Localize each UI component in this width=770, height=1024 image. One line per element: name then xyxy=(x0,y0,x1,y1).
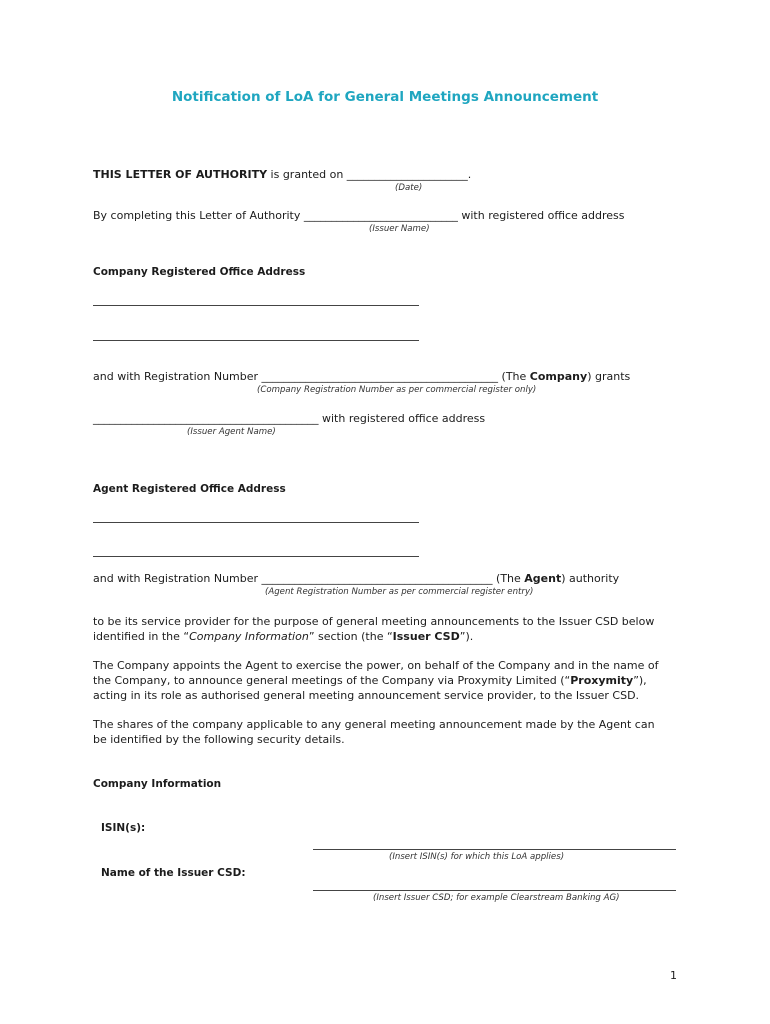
issuer-name-line: By completing this Letter of Authority ____________________________ with registered office address xyxy=(93,209,625,222)
company-registration-post: ) grants xyxy=(587,370,631,383)
appointment-paragraph xyxy=(93,658,678,703)
para1-line2-pre: identified in the “ xyxy=(93,630,190,643)
agent-address-line-1 xyxy=(93,522,419,523)
company-office-heading: Company Registered Office Address xyxy=(93,266,306,278)
para2-line1: The Company appoints the Agent to exercise the power, on behalf of the Company and in the name of xyxy=(93,659,659,672)
isin-field-line xyxy=(313,849,676,850)
date-caption: (Date) xyxy=(395,183,423,193)
para1-line2-mid: ” section (the “ xyxy=(308,630,393,643)
company-registration-line xyxy=(93,370,630,384)
service-provider-paragraph xyxy=(93,614,678,644)
authority-date-line xyxy=(93,168,471,182)
agent-office-heading: Agent Registered Office Address xyxy=(93,483,286,495)
para2-line3: acting in its role as authorised general meeting announcement service provider, to the Issuer CSD. xyxy=(93,689,640,702)
issuer-csd-field-line xyxy=(313,890,676,891)
para1-line2-post: ”). xyxy=(459,630,474,643)
issuer-agent-caption: (Issuer Agent Name) xyxy=(187,427,276,437)
company-information-ref: Company Information xyxy=(189,630,309,643)
proxymity-term: Proxymity xyxy=(570,674,634,687)
company-label: Company xyxy=(529,370,588,383)
issuer-csd-caption: (Insert Issuer CSD; for example Clearstream Banking AG) xyxy=(373,893,620,903)
company-registration-pre: and with Registration Number ___________________________________________ (The xyxy=(93,370,530,383)
issuer-csd-label: Name of the Issuer CSD: xyxy=(101,867,246,879)
agent-registration-pre: and with Registration Number __________________________________________ (The xyxy=(93,572,525,585)
company-registration-caption: (Company Registration Number as per commercial register only) xyxy=(257,385,537,395)
agent-registration-line xyxy=(93,572,619,586)
para1-line1: to be its service provider for the purpose of general meeting announcements to the Issuer CSD below xyxy=(93,615,655,628)
company-address-line-1 xyxy=(93,305,419,306)
document-title: Notification of LoA for General Meetings Announcement xyxy=(171,89,599,105)
para2-line2 xyxy=(93,673,678,688)
isin-label: ISIN(s): xyxy=(101,822,146,834)
agent-registration-post: ) authority xyxy=(561,572,620,585)
para3-line1: The shares of the company applicable to any general meeting announcement made by the Agent can xyxy=(93,718,655,731)
issuer-agent-line: _________________________________________ with registered office address xyxy=(93,412,486,425)
company-information-heading: Company Information xyxy=(93,778,222,790)
agent-label: Agent xyxy=(524,572,562,585)
shares-paragraph xyxy=(93,717,678,747)
issuer-csd-term: Issuer CSD xyxy=(392,630,460,643)
issuer-name-caption: (Issuer Name) xyxy=(369,224,430,234)
page-number: 1 xyxy=(670,969,677,982)
letter-of-authority-lead: THIS LETTER OF AUTHORITY xyxy=(93,168,268,181)
para3-line2: be identified by the following security details. xyxy=(93,733,345,746)
agent-registration-caption: (Agent Registration Number as per commercial register entry) xyxy=(265,587,534,597)
authority-date-text: is granted on ______________________. xyxy=(267,168,472,181)
isin-caption: (Insert ISIN(s) for which this LoA applies) xyxy=(389,852,565,862)
company-address-line-2 xyxy=(93,340,419,341)
para2-line2-pre: the Company, to announce general meetings of the Company via Proxymity Limited (“ xyxy=(93,674,571,687)
agent-address-line-2 xyxy=(93,556,419,557)
para2-line2-post: ”), xyxy=(633,674,647,687)
para1-line2 xyxy=(93,629,678,644)
